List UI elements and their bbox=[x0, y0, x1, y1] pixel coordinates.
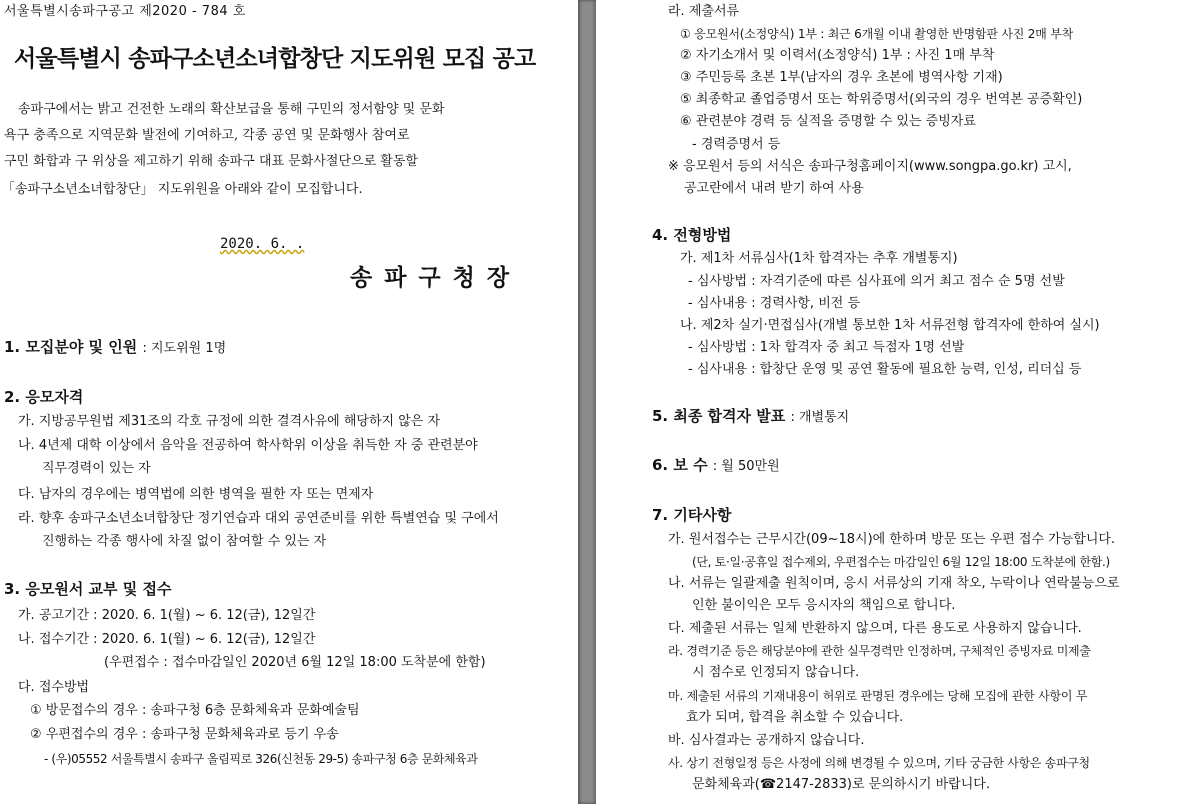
document-page-left bbox=[0, 0, 578, 804]
section-3-heading: 3. 응모원서 교부 및 접수 bbox=[4, 580, 172, 598]
list-item: ③ 주민등록 초본 1부(남자의 경우 초본에 병역사항 기재) bbox=[680, 70, 1003, 85]
notice-date: 2020. 6. . bbox=[220, 236, 305, 252]
intro-line: 구민 화합과 구 위상을 제고하기 위해 송파구 대표 문화사절단으로 활동할 bbox=[4, 154, 418, 169]
list-item-cont: 시 점수로 인정되지 않습니다. bbox=[692, 665, 860, 680]
list-item: 가. 원서접수는 근무시간(09~18시)에 한하며 방문 또는 우편 접수 가능합니다. bbox=[668, 532, 1116, 547]
notice-note-cont: 공고란에서 내려 받기 하여 사용 bbox=[684, 181, 864, 196]
list-item: - 심사내용 : 경력사항, 비전 등 bbox=[688, 296, 861, 311]
list-item: ② 자기소개서 및 이력서(소정양식) 1부 : 사진 1매 부착 bbox=[680, 48, 995, 63]
list-item: 나. 접수기간 : 2020. 6. 1(월) ~ 6. 12(금), 12일간 bbox=[18, 632, 316, 647]
intro-line: 욕구 충족으로 지역문화 발전에 기여하고, 각종 공연 및 문화행사 참여로 bbox=[4, 128, 410, 143]
list-item: 가. 공고기간 : 2020. 6. 1(월) ~ 6. 12(금), 12일간 bbox=[18, 608, 316, 623]
list-item: 가. 지방공무원법 제31조의 각호 규정에 의한 결격사유에 해당하지 않은 자 bbox=[18, 414, 441, 429]
list-item: ⑤ 최종학교 졸업증명서 또는 학위증명서(외국의 경우 번역본 공증확인) bbox=[680, 92, 1083, 107]
list-item-cont: 문화체육과(☎2147-2833)로 문의하시기 바랍니다. bbox=[692, 777, 990, 792]
notice-note: ※ 응모원서 등의 서식은 송파구청홈페이지(www.songpa.go.kr) 고시, bbox=[668, 159, 1072, 174]
list-item: - 심사방법 : 1차 합격자 중 최고 득점자 1명 선발 bbox=[688, 340, 965, 355]
list-item: 다. 접수방법 bbox=[18, 680, 90, 695]
document-page-right bbox=[596, 0, 1181, 804]
list-item: ① 응모원서(소정양식) 1부 : 최근 6개월 이내 촬영한 반명함판 사진 2매 부착 bbox=[680, 27, 1074, 41]
section-5 bbox=[652, 407, 849, 427]
section-7-heading: 7. 기타사항 bbox=[652, 506, 732, 524]
section-1-heading: 1. 모집분야 및 인원 bbox=[4, 338, 138, 356]
section-6-value: : 월 50만원 bbox=[712, 459, 780, 474]
list-item: ① 방문접수의 경우 : 송파구청 6층 문화체육과 문화예술팀 bbox=[30, 703, 360, 718]
issuer: 송파구청장 bbox=[350, 264, 522, 291]
doc-number: 서울특별시송파구공고 제2020 - 784 호 bbox=[4, 4, 246, 19]
list-item: ② 우편접수의 경우 : 송파구청 문화체육과로 등기 우송 bbox=[30, 727, 339, 742]
list-item: 나. 제2차 실기·면접심사(개별 통보한 1차 서류전형 합격자에 한하여 실시) bbox=[680, 318, 1100, 333]
section-5-heading: 5. 최종 합격자 발표 bbox=[652, 407, 786, 425]
intro-line: 송파구에서는 밝고 건전한 노래의 확산보급을 통해 구민의 정서함양 및 문화 bbox=[18, 102, 445, 117]
list-item: 라. 경력기준 등은 해당분야에 관한 실무경력만 인정하며, 구체적인 증빙자료 미제출 bbox=[668, 644, 1091, 658]
list-item: 가. 제1차 서류심사(1차 합격자는 추후 개별통지) bbox=[680, 251, 958, 266]
list-item: 바. 심사결과는 공개하지 않습니다. bbox=[668, 733, 865, 748]
list-item: 라. 향후 송파구소년소녀합창단 정기연습과 대외 공연준비를 위한 특별연습 및 구에서 bbox=[18, 511, 499, 526]
list-item: 다. 제출된 서류는 일체 반환하지 않으며, 다른 용도로 사용하지 않습니다. bbox=[668, 621, 1082, 636]
section-6 bbox=[652, 456, 780, 476]
doc-title: 서울특별시 송파구소년소녀합창단 지도위원 모집 공고 bbox=[14, 45, 536, 72]
list-item-cont: (우편접수 : 접수마감일인 2020년 6월 12일 18:00 도착분에 한함) bbox=[104, 655, 486, 670]
list-item: 나. 서류는 일괄제출 원칙이며, 응시 서류상의 기재 착오, 누락이나 연락불능으로 bbox=[668, 576, 1120, 591]
list-item: 마. 제출된 서류의 기재내용이 허위로 판명된 경우에는 당해 모집에 관한 사항이 무 bbox=[668, 689, 1088, 703]
list-item: ⑥ 관련분야 경력 등 실적을 증명할 수 있는 증빙자료 bbox=[680, 114, 976, 129]
list-item-cont: 진행하는 각종 행사에 차질 없이 참여할 수 있는 자 bbox=[42, 534, 327, 549]
list-item: 라. 제출서류 bbox=[668, 4, 740, 19]
list-item-cont: 직무경력이 있는 자 bbox=[42, 461, 151, 476]
list-item-cont: (단, 토·일·공휴일 접수제외, 우편접수는 마감일인 6월 12일 18:00 도착분에 한함.) bbox=[692, 555, 1110, 569]
list-item: - (우)05552 서울특별시 송파구 올림픽로 326(신천동 29-5) 송파구청 6층 문화체육과 bbox=[44, 752, 478, 766]
page-gutter bbox=[578, 0, 596, 804]
section-4-heading: 4. 전형방법 bbox=[652, 226, 732, 244]
list-item: - 심사내용 : 합창단 운영 및 공연 활동에 필요한 능력, 인성, 리더십 등 bbox=[688, 362, 1082, 377]
list-item: - 경력증명서 등 bbox=[692, 137, 781, 152]
section-1 bbox=[4, 338, 226, 358]
list-item-cont: 인한 불이익은 모두 응시자의 책임으로 합니다. bbox=[692, 598, 956, 613]
list-item: 다. 남자의 경우에는 병역법에 의한 병역을 필한 자 또는 면제자 bbox=[18, 487, 374, 502]
list-item: 나. 4년제 대학 이상에서 음악을 전공하여 학사학위 이상을 취득한 자 중 관련분야 bbox=[18, 438, 478, 453]
section-5-value: : 개별통지 bbox=[790, 410, 850, 425]
section-6-heading: 6. 보 수 bbox=[652, 456, 708, 474]
list-item: 사. 상기 전형일정 등은 사정에 의해 변경될 수 있으며, 기타 궁금한 사항은 송파구청 bbox=[668, 756, 1090, 770]
section-1-value: : 지도위원 1명 bbox=[142, 341, 227, 356]
list-item-cont: 효가 되며, 합격을 취소할 수 있습니다. bbox=[686, 710, 904, 725]
intro-line: 「송파구소년소녀합창단」 지도위원을 아래와 같이 모집합니다. bbox=[2, 182, 363, 197]
section-2-heading: 2. 응모자격 bbox=[4, 388, 84, 406]
list-item: - 심사방법 : 자격기준에 따른 심사표에 의거 최고 점수 순 5명 선발 bbox=[688, 274, 1065, 289]
